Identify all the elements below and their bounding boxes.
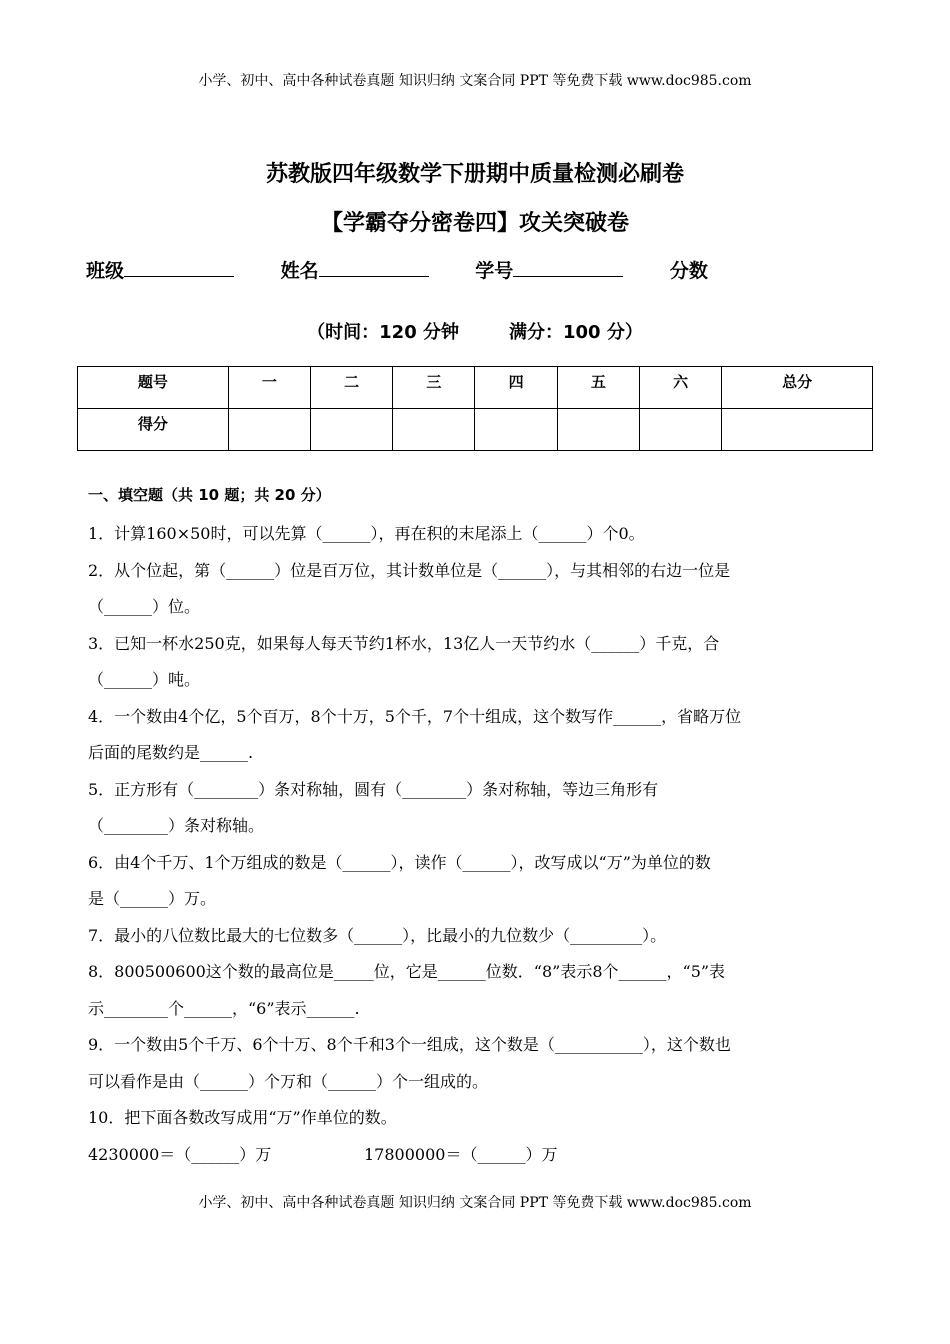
score-table-cell: 六 xyxy=(639,367,721,409)
question-line: 后面的尾数约是______. xyxy=(88,743,254,762)
score-input-cell[interactable] xyxy=(557,409,639,451)
score-input-cell[interactable] xyxy=(310,409,392,451)
question-list xyxy=(88,516,868,1173)
question-line: 可以看作是由（______）个万和（______）个一组成的。 xyxy=(88,1071,489,1091)
score-input-cell[interactable] xyxy=(228,409,310,451)
question-line: （________）条对称轴。 xyxy=(88,816,265,835)
q10-left-item: 4230000＝（______）万 xyxy=(88,1144,272,1164)
score-table-cell: 一 xyxy=(228,367,310,409)
score-input-cell[interactable] xyxy=(393,409,475,451)
name-label: 姓名 xyxy=(280,260,319,282)
question-line xyxy=(88,1137,868,1174)
class-blank[interactable] xyxy=(124,258,234,277)
score-table-cell: 四 xyxy=(475,367,557,409)
score-field xyxy=(670,256,708,283)
score-table-cell: 总分 xyxy=(722,367,873,409)
class-label: 班级 xyxy=(86,260,125,282)
score-input-cell[interactable] xyxy=(639,409,721,451)
score-table-cell: 三 xyxy=(393,367,475,409)
question-line: 9．一个数由5个千万、6个十万、8个千和3个一组成，这个数是（___________），这个数也 xyxy=(88,1035,731,1054)
score-input-cell[interactable] xyxy=(722,409,873,451)
question-line: 2．从个位起，第（______）位是百万位，其计数单位是（______），与其相邻的右边一位是 xyxy=(88,560,731,580)
score-table xyxy=(77,366,873,451)
question-line: 是（______）万。 xyxy=(88,889,217,908)
score-label: 分数 xyxy=(669,260,708,282)
question-line: 5．正方形有（________）条对称轴，圆有（________）条对称轴，等边三角形有 xyxy=(88,779,659,799)
score-row-label: 得分 xyxy=(78,409,229,451)
question-line: 示________个______，“6”表示______. xyxy=(88,998,360,1018)
time-limit: （时间：120 分钟 xyxy=(307,322,459,343)
q10-right-item: 17800000＝（______）万 xyxy=(364,1144,558,1164)
class-field xyxy=(86,256,234,283)
id-blank[interactable] xyxy=(513,258,623,277)
exam-subtitle: 【学霸夺分密卷四】攻关突破卷 xyxy=(320,211,629,236)
score-table-cell: 题号 xyxy=(78,367,229,409)
full-score: 满分：100 分） xyxy=(509,322,643,343)
score-input-cell[interactable] xyxy=(475,409,557,451)
student-info-row xyxy=(86,256,748,283)
score-table-score-row xyxy=(78,409,873,451)
question-line: 10．把下面各数改写成用“万”作单位的数。 xyxy=(88,1108,397,1127)
page-header: 小学、初中、高中各种试卷真题 知识归纳 文案合同 PPT 等免费下载 www.doc985.com xyxy=(198,73,752,89)
id-label: 学号 xyxy=(475,260,514,282)
score-table-header-row xyxy=(78,367,873,409)
question-line: （______）位。 xyxy=(88,597,201,616)
score-table-cell: 五 xyxy=(557,367,639,409)
question-line: 1．计算160×50时，可以先算（______），再在积的末尾添上（______）个0。 xyxy=(88,524,645,543)
page-footer: 小学、初中、高中各种试卷真题 知识归纳 文案合同 PPT 等免费下载 www.doc985.com xyxy=(198,1195,752,1211)
exam-title: 苏教版四年级数学下册期中质量检测必刷卷 xyxy=(265,162,684,187)
question-line: 6．由4个千万、1个万组成的数是（______），读作（______），改写成以“万”为单位的数 xyxy=(88,852,711,872)
question-line: 7．最小的八位数比最大的七位数多（______），比最小的九位数少（_________）。 xyxy=(88,925,667,945)
question-line: 3．已知一杯水250克，如果每人每天节约1杯水，13亿人一天节约水（______）千克，合 xyxy=(88,633,720,653)
section-title: 一、填空题（共 10 题；共 20 分） xyxy=(88,486,331,504)
time-info xyxy=(0,318,950,344)
id-field xyxy=(475,256,623,283)
score-table-cell: 二 xyxy=(310,367,392,409)
question-line: 4．一个数由4个亿，5个百万，8个十万，5个千，7个十组成，这个数写作______，省略万位 xyxy=(88,706,742,726)
question-line: 8．800500600这个数的最高位是_____位，它是______位数．“8”表示8个______，“5”表 xyxy=(88,962,726,981)
question-line: （______）吨。 xyxy=(88,670,201,689)
name-field xyxy=(281,256,429,283)
name-blank[interactable] xyxy=(319,258,429,277)
